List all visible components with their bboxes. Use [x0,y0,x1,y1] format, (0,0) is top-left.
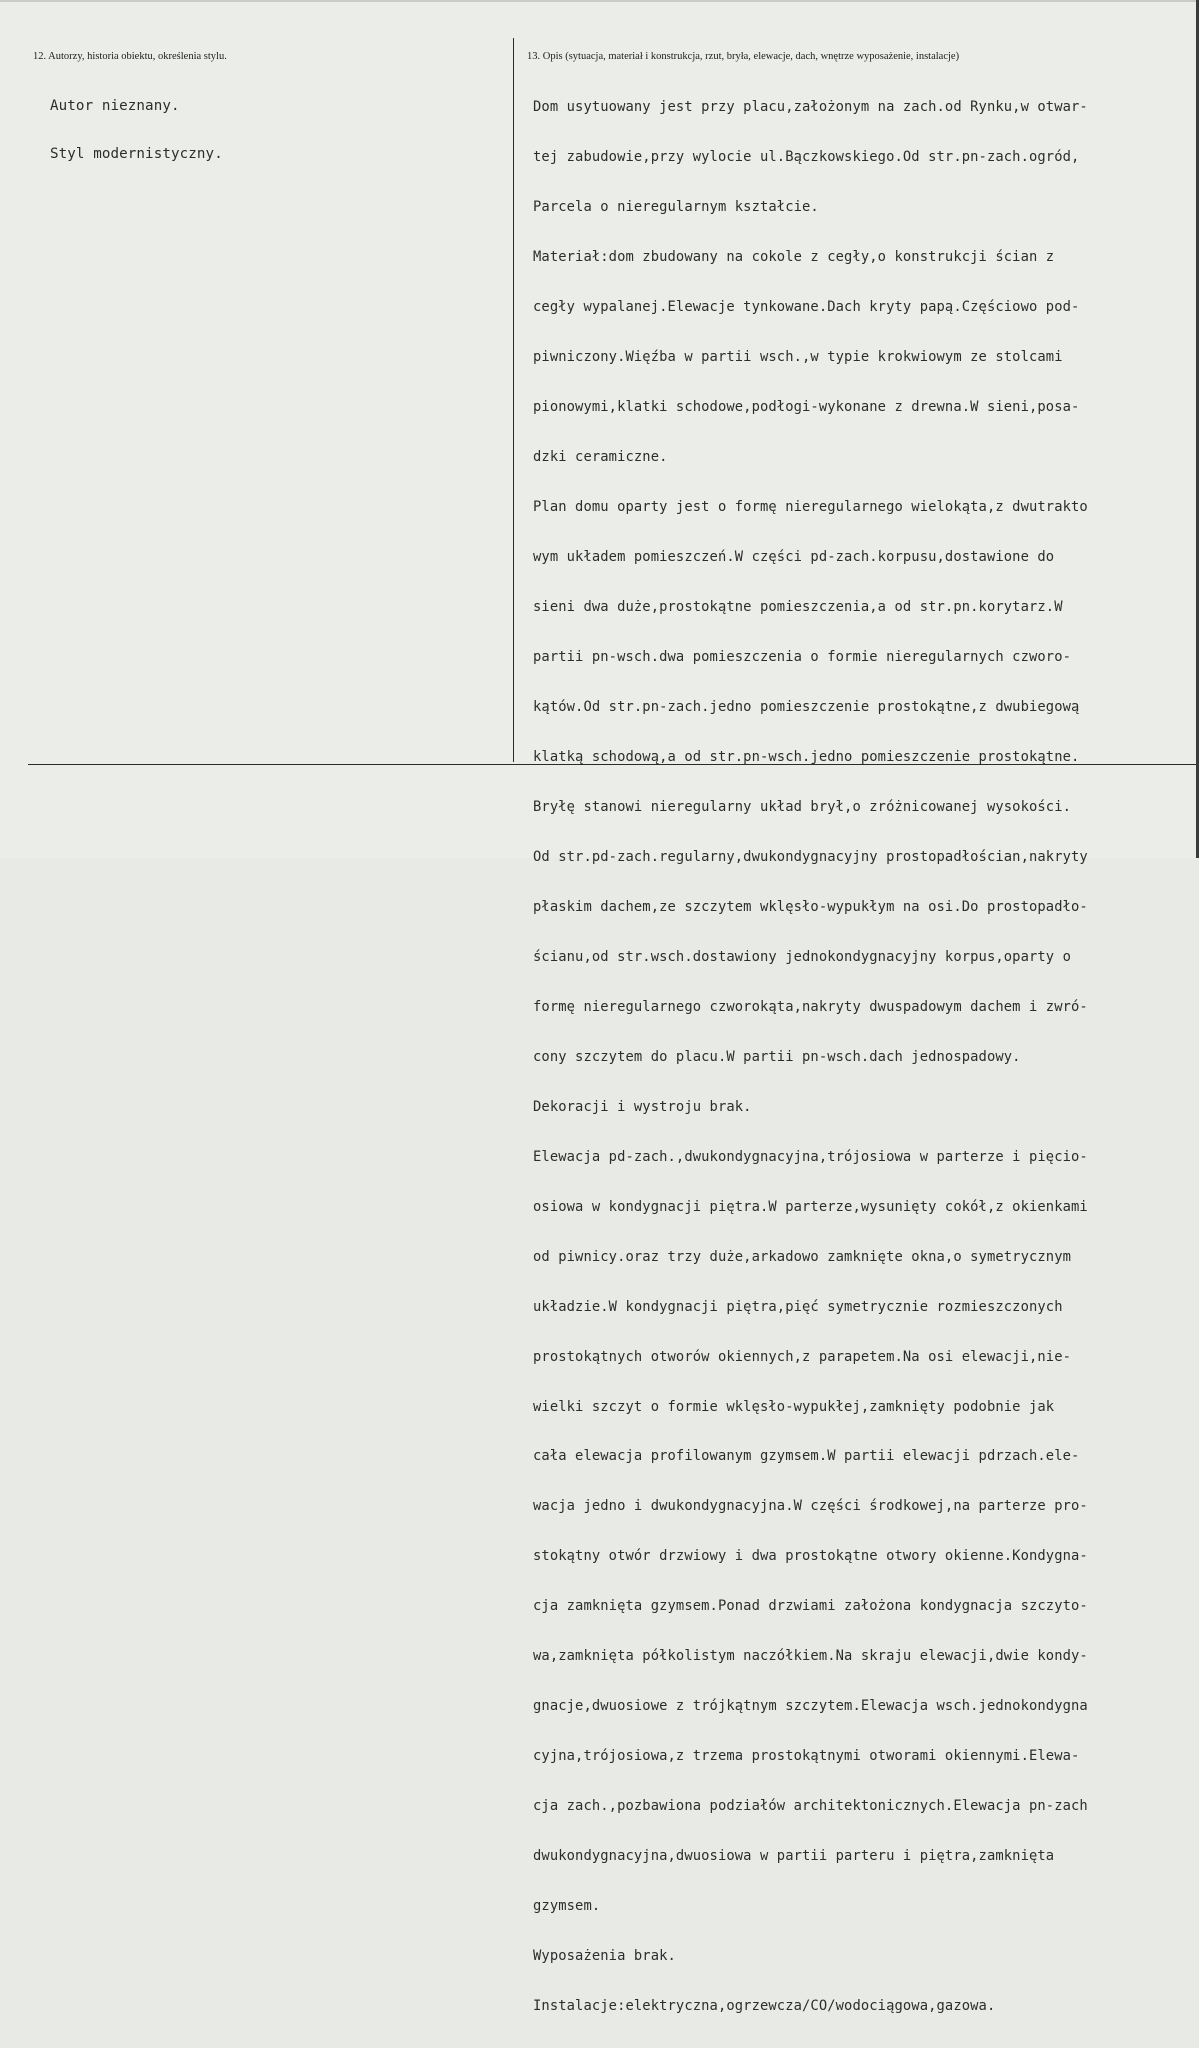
typed-line: cja zach.,pozbawiona podziałów architektonicznych.Elewacja pn-zach [533,1798,1088,1815]
typed-line: od piwnicy.oraz trzy duże,arkadowo zamknięte okna,o symetrycznym [533,1248,1072,1265]
typed-line: klatką schodową,a od str.pn-wsch.jedno pomieszczenie prostokątne. [533,748,1080,765]
typed-line: gnacje,dwuosiowe z trójkątnym szczytem.Elewacja wsch.jednokondygna [533,1698,1088,1715]
typed-line: prostokątnych otworów okiennych,z parapetem.Na osi elewacji,nie- [533,1348,1072,1365]
typed-line: Parcela o nieregularnym kształcie. [533,199,819,216]
typed-line: Od str.pd-zach.regularny,dwukondygnacyjny prostopadłościan,nakryty [533,848,1088,865]
section-12-text [50,66,223,194]
typed-line: kątów.Od str.pn-zach.jedno pomieszczenie prostokątne,z dwubiegową [533,698,1080,715]
typed-line: stokątny otwór drzwiowy i dwa prostokątne otwory okienne.Kondygna- [533,1548,1088,1565]
typed-line: wacja jedno i dwukondygnacyjna.W części środkowej,na parterze pro- [533,1498,1088,1515]
typed-line: Autor nieznany. [50,98,180,114]
typed-line: piwniczony.Więźba w partii wsch.,w typie krokwiowym ze stolcami [533,349,1063,366]
typed-line: Wyposażenia brak. [533,1948,676,1965]
typed-line: osiowa w kondygnacji piętra.W parterze,wysunięty cokół,z okienkami [533,1198,1088,1215]
typed-line: Materiał:dom zbudowany na cokole z cegły,o konstrukcji ścian z [533,249,1055,266]
typed-line: Dekoracji i wystroju brak. [533,1098,752,1115]
typed-line: cyjna,trójosiowa,z trzema prostokątnymi otworami okiennymi.Elewa- [533,1748,1080,1765]
typed-line: wa,zamknięta półkolistym naczółkiem.Na skraju elewacji,dwie kondy- [533,1648,1088,1665]
typed-line: cegły wypalanej.Elewacje tynkowane.Dach kryty papą.Częściowo pod- [533,299,1080,316]
typed-line: Plan domu oparty jest o formę nieregularnego wielokąta,z dwutrakto [533,499,1088,516]
typed-line: cała elewacja profilowanym gzymsem.W partii elewacji pdrzach.ele- [533,1448,1080,1465]
typed-line: Bryłę stanowi nieregularny układ brył,o zróżnicowanej wysokości. [533,798,1072,815]
sheet-top-edge [0,0,1199,2]
typed-line: sieni dwa duże,prostokątne pomieszczenia,a od str.pn.korytarz.W [533,599,1063,615]
section-13-text [533,66,1196,2048]
typed-line: partii pn-wsch.dwa pomieszczenia o formie nieregularnych czworo- [533,648,1072,665]
typed-line: dwukondygnacyjna,dwuosiowa w partii parteru i piętra,zamknięta [533,1848,1055,1865]
typed-line: gzymsem. [533,1898,601,1915]
typed-line: Styl modernistyczny. [50,146,223,162]
typed-line: Instalacje:elektryczna,ogrzewcza/CO/wodociągowa,gazowa. [533,1998,996,2015]
typed-line: płaskim dachem,ze szczytem wklęsło-wypukłym na osi.Do prostopadło- [533,898,1088,915]
typed-line: wielki szczyt o formie wklęsło-wypukłej,zamknięty podobnie jak [533,1398,1055,1415]
typed-line: wym układem pomieszczeń.W części pd-zach.korpusu,dostawione do [533,549,1055,566]
typed-line: cony szczytem do placu.W partii pn-wsch.dach jednospadowy. [533,1048,1021,1065]
column-divider [513,38,514,762]
typed-line: Dom usytuowany jest przy placu,założonym na zach.od Rynku,w otwar- [533,99,1088,116]
section-13-heading: 13. Opis (sytuacja, materiał i konstrukcja, rzut, bryła, elewacje, dach, wnętrze wyposażenie, instalacje) [527,51,960,62]
typed-line: tej zabudowie,przy wylocie ul.Bączkowskiego.Od str.pn-zach.ogród, [533,149,1080,166]
section-12-heading: 12. Autorzy, historia obiektu, określenia stylu. [33,51,227,62]
typed-line: dzki ceramiczne. [533,449,668,466]
typed-line: formę nieregularnego czworokąta,nakryty dwuspadowym dachem i zwró- [533,998,1088,1015]
typed-line: układzie.W kondygnacji piętra,pięć symetrycznie rozmieszczonych [533,1298,1063,1315]
typed-line: Elewacja pd-zach.,dwukondygnacyjna,trójosiowa w parterze i pięcio- [533,1148,1088,1165]
typed-line: ścianu,od str.wsch.dostawiony jednokondygnacyjny korpus,oparty o [533,948,1072,965]
typed-line: pionowymi,klatki schodowe,podłogi-wykonane z drewna.W sieni,posa- [533,399,1080,416]
typed-line: cja zamknięta gzymsem.Ponad drzwiami założona kondygnacja szczyto- [533,1598,1088,1615]
